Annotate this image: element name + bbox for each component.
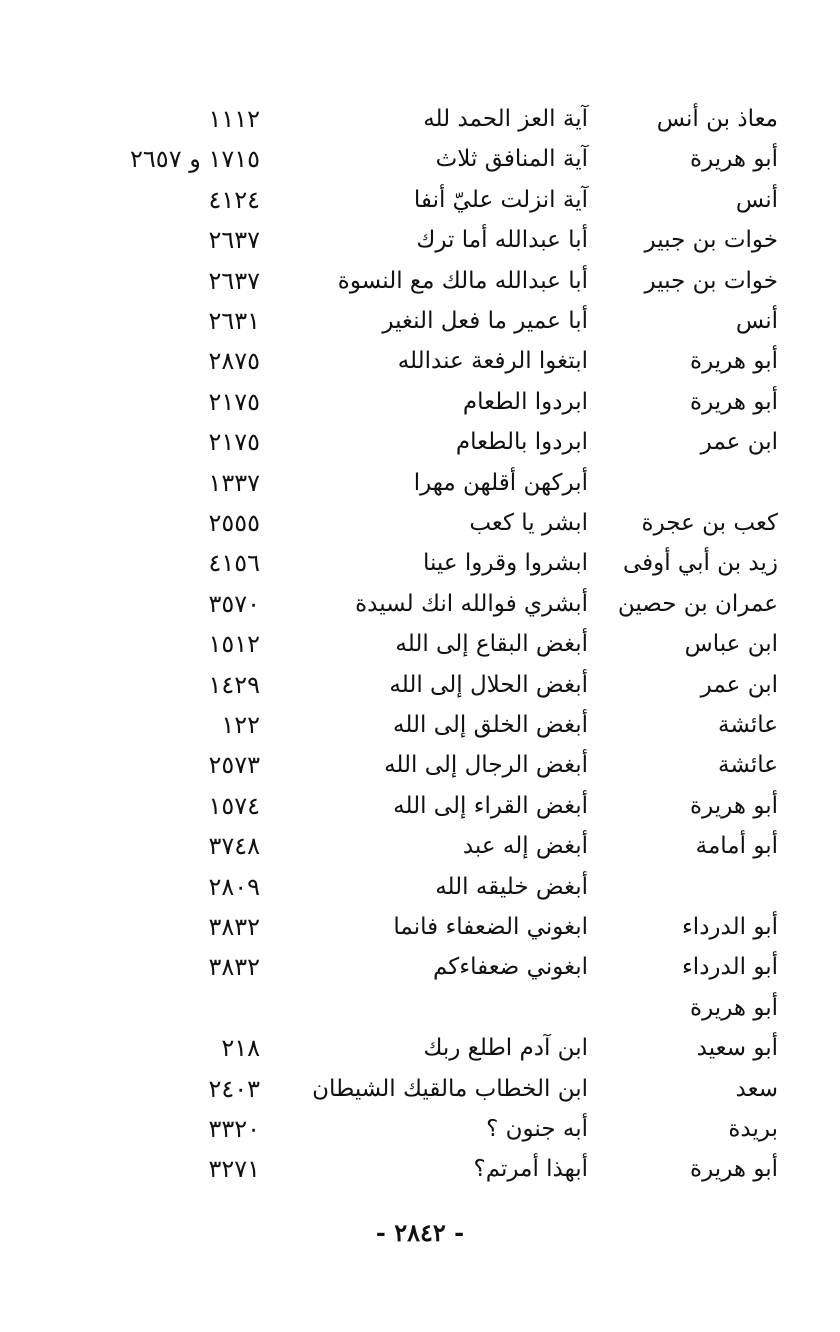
hadith-number: ٢٦٣٧ [208, 226, 260, 255]
narrator-name: أبو هريرة [690, 388, 778, 415]
index-row [0, 261, 840, 301]
index-row [0, 584, 840, 624]
hadith-number: ٣٧٤٨ [208, 832, 260, 861]
hadith-number: ٤١٥٦ [208, 549, 260, 578]
narrator-name: أبو الدرداء [681, 954, 778, 981]
narrator-name: أبو هريرة [690, 994, 778, 1021]
hadith-number: ١٥١٢ [208, 630, 260, 659]
narrator-name: عائشة [718, 752, 778, 779]
hadith-number: ١١١٢ [208, 105, 260, 133]
narrator-name: خوات بن جبير [644, 267, 778, 294]
index-row [0, 907, 840, 947]
index-row [0, 665, 840, 705]
index-row [0, 543, 840, 583]
hadith-text: ابردوا بالطعام [455, 429, 588, 456]
hadith-number: ٢٦٣١ [208, 307, 260, 335]
hadith-number: ٢٥٥٥ [208, 509, 260, 537]
index-row [0, 826, 840, 866]
narrator-name: أنس [735, 308, 778, 334]
hadith-text: آية المنافق ثلاث [435, 146, 588, 173]
hadith-text: أبا عبدالله أما ترك [416, 227, 588, 254]
hadith-number: ٢٦٣٧ [208, 266, 260, 295]
hadith-text: ابن آدم اطلع ربك [423, 1035, 588, 1062]
narrator-name: أبو هريرة [690, 146, 778, 173]
hadith-number: ٣٥٧٠ [208, 589, 260, 618]
narrator-name: عائشة [718, 712, 778, 738]
index-row [0, 220, 840, 260]
narrator-name: زيد بن أبي أوفى [622, 550, 778, 577]
hadith-text: ابتغوا الرفعة عندالله [397, 348, 588, 375]
hadith-number: ٣٢٧١ [208, 1155, 260, 1184]
index-row [0, 422, 840, 462]
hadith-number: ٢٨٠٩ [208, 872, 260, 901]
index-row [0, 1109, 840, 1149]
hadith-number: ١٤٢٩ [208, 670, 260, 699]
index-row [0, 988, 840, 1028]
hadith-number: ٣٣٢٠ [208, 1115, 260, 1143]
narrator-name: أنس [735, 186, 778, 213]
hadith-text: أبغض الحلال إلى الله [389, 671, 588, 698]
index-row [0, 1069, 840, 1109]
hadith-number: ٢٤٠٣ [208, 1074, 260, 1103]
hadith-text: ابشروا وقروا عينا [422, 550, 588, 577]
index-row [0, 867, 840, 907]
index-row [0, 786, 840, 826]
index-row [0, 99, 840, 139]
hadith-text: أبغض البقاع إلى الله [395, 631, 588, 658]
hadith-text: أبشري فوالله انك لسيدة [355, 590, 588, 617]
narrator-name: أبو الدرداء [681, 914, 778, 940]
narrator-name: بريدة [728, 1116, 778, 1142]
narrator-name: عمران بن حصين [617, 590, 778, 617]
hadith-number: ٢١٧٥ [208, 387, 260, 416]
hadith-number: ٢١٨ [221, 1034, 260, 1063]
index-row [0, 624, 840, 664]
hadith-number: ١٧١٥ و ٢٦٥٧ [130, 145, 260, 174]
index-row [0, 341, 840, 381]
index-row [0, 1028, 840, 1068]
index-row [0, 947, 840, 987]
index-row [0, 745, 840, 785]
narrator-name: أبو هريرة [690, 792, 778, 819]
hadith-number: ٢٨٧٥ [208, 347, 260, 376]
hadith-text: أبا عبدالله مالك مع النسوة [337, 267, 588, 294]
hadith-text: أبغض الرجال إلى الله [384, 752, 588, 779]
narrator-name: معاذ بن أنس [656, 106, 778, 132]
hadith-number: ٤١٢٤ [208, 185, 260, 214]
hadith-number [110, 988, 260, 1028]
hadith-number: ١٢٢ [221, 711, 260, 739]
hadith-text: أبهذا أمرتم؟ [473, 1156, 588, 1183]
hadith-number: ١٣٣٧ [208, 468, 260, 497]
hadith-text: ابغوني الضعفاء فانما [393, 914, 588, 940]
hadith-number: ٢٥٧٣ [208, 751, 260, 780]
hadith-text: ابردوا الطعام [462, 388, 588, 415]
index-row [0, 382, 840, 422]
hadith-text: آية العز الحمد لله [423, 106, 588, 132]
hadith-text: أبغض إله عبد [462, 833, 588, 860]
hadith-text: ابغوني ضعفاءكم [433, 954, 588, 981]
hadith-text: آية انزلت عليّ أنفا [413, 186, 588, 213]
narrator-name: أبو هريرة [690, 348, 778, 375]
hadith-text: أبركهن أقلهن مهرا [413, 469, 588, 496]
narrator-name: ابن عمر [700, 671, 778, 698]
hadith-text: أبا عمير ما فعل النغير [382, 308, 588, 334]
hadith-text: أبه جنون ؟ [486, 1116, 588, 1142]
index-row [0, 463, 840, 503]
narrator-name: كعب بن عجرة [641, 510, 778, 536]
narrator-name: ابن عمر [700, 429, 778, 456]
index-row [0, 1149, 840, 1189]
narrator-name: أبو سعيد [696, 1035, 778, 1062]
hadith-number: ٣٨٣٢ [208, 913, 260, 941]
narrator-name: ابن عباس [684, 631, 778, 658]
hadith-number: ٢١٧٥ [208, 428, 260, 457]
narrator-name: سعد [735, 1075, 778, 1102]
index-row [0, 301, 840, 341]
narrator-name: أبو أمامة [695, 833, 778, 860]
narrator-name: أبو هريرة [690, 1156, 778, 1183]
hadith-number: ١٥٧٤ [208, 791, 260, 820]
index-row [0, 180, 840, 220]
hadith-text: أبغض الخلق إلى الله [393, 712, 588, 738]
hadith-text: ابشر يا كعب [469, 510, 588, 536]
hadith-number: ٣٨٣٢ [208, 953, 260, 982]
hadith-text: ابن الخطاب مالقيك الشيطان [312, 1075, 588, 1102]
index-row [0, 503, 840, 543]
hadith-text: أبغض خليقه الله [435, 873, 588, 900]
index-row [0, 139, 840, 179]
page-number: - ٢٨٤٢ - [375, 1218, 465, 1247]
narrator-name: خوات بن جبير [644, 227, 778, 254]
index-row [0, 705, 840, 745]
hadith-text: أبغض القراء إلى الله [393, 792, 588, 819]
